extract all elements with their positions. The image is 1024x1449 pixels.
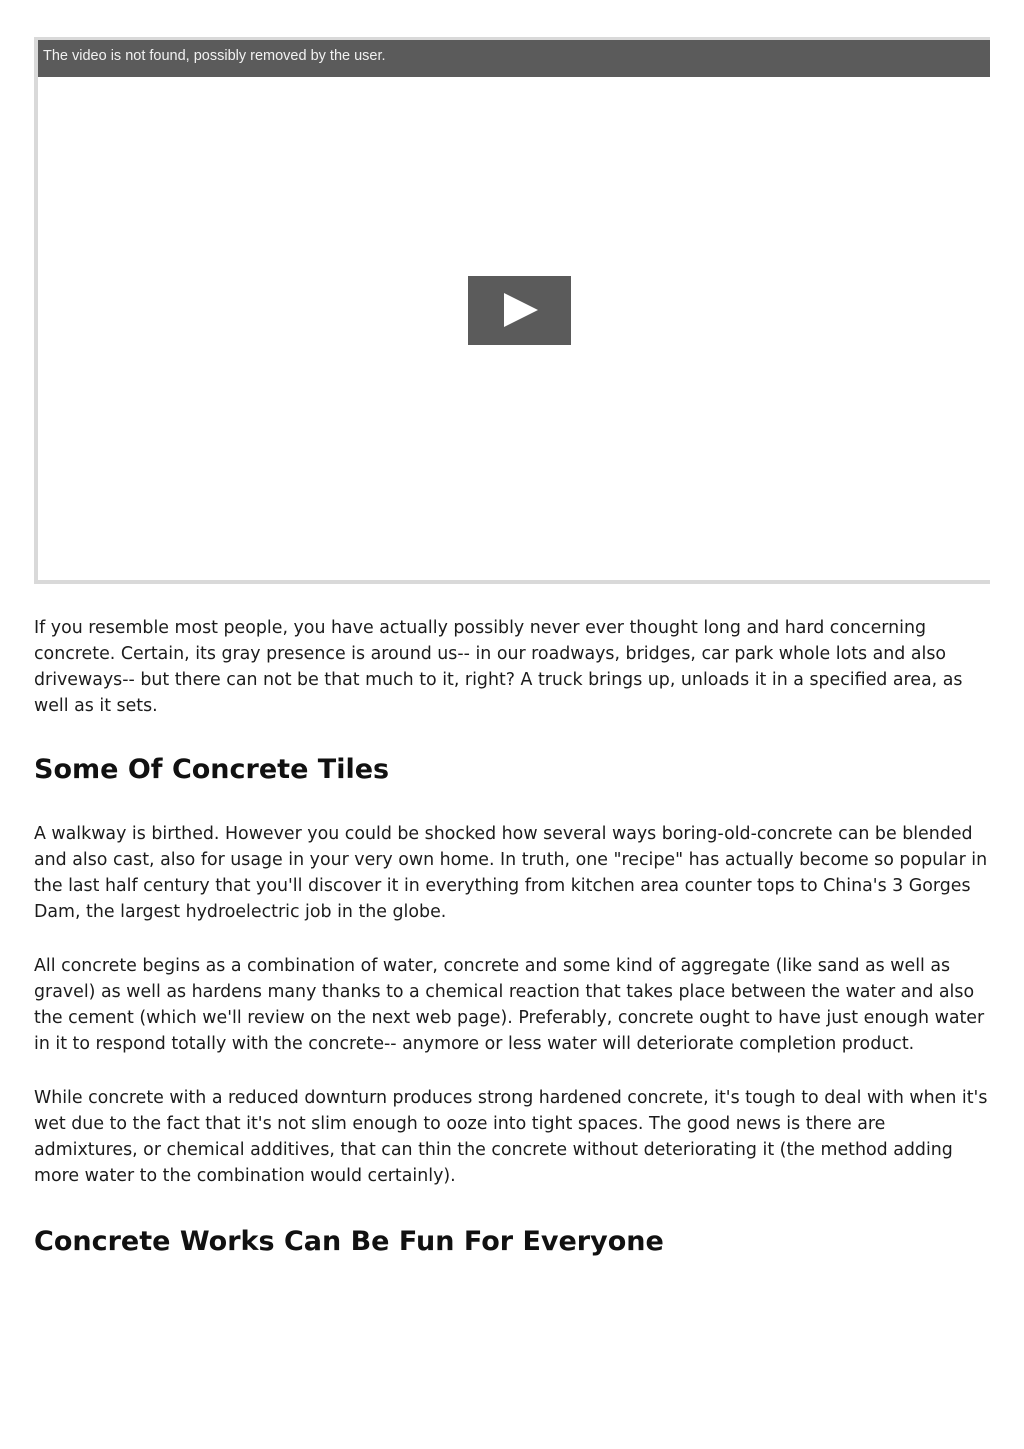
play-button[interactable] (468, 276, 571, 345)
article-paragraph: A walkway is birthed. However you could be shocked how several ways boring-old-concrete can be blended and also cast, also for usage in your very own home. In truth, one "recipe" has actually become so popular in the last half century that you'll discover it in everything from kitchen area counter tops to China's 3 Gorges Dam, the largest hydroelectric job in the globe. (34, 824, 988, 922)
section-heading: Some Of Concrete Tiles (34, 754, 390, 785)
section-heading: Concrete Works Can Be Fun For Everyone (34, 1226, 664, 1257)
article-paragraph: While concrete with a reduced downturn produces strong hardened concrete, it's tough to deal with when it's wet due to the fact that it's not slim enough to ooze into tight spaces. The good news is there are admixtures, or chemical additives, that can thin the concrete without deteriorating it (the method adding more water to the combination would certainly). (34, 1088, 988, 1186)
play-icon (504, 293, 538, 327)
video-error-bar (38, 40, 990, 77)
article-paragraph: If you resemble most people, you have actually possibly never ever thought long and hard concerning concrete. Certain, its gray presence is around us-- in our roadways, bridges, car park whole lots and also driveways-- but there can not be that much to it, right? A truck brings up, unloads it in a specified area, as well as it sets. (34, 618, 963, 716)
video-embed[interactable] (34, 37, 990, 584)
article-paragraph: All concrete begins as a combination of water, concrete and some kind of aggregate (like sand as well as gravel) as well as hardens many thanks to a chemical reaction that takes place between the water and also the cement (which we'll review on the next web page). Preferably, concrete ought to have just enough water in it to respond totally with the concrete-- anymore or less water will deteriorate completion product. (34, 956, 985, 1054)
article-body (34, 615, 990, 1260)
video-error-message: The video is not found, possibly removed by the user. (43, 48, 386, 64)
